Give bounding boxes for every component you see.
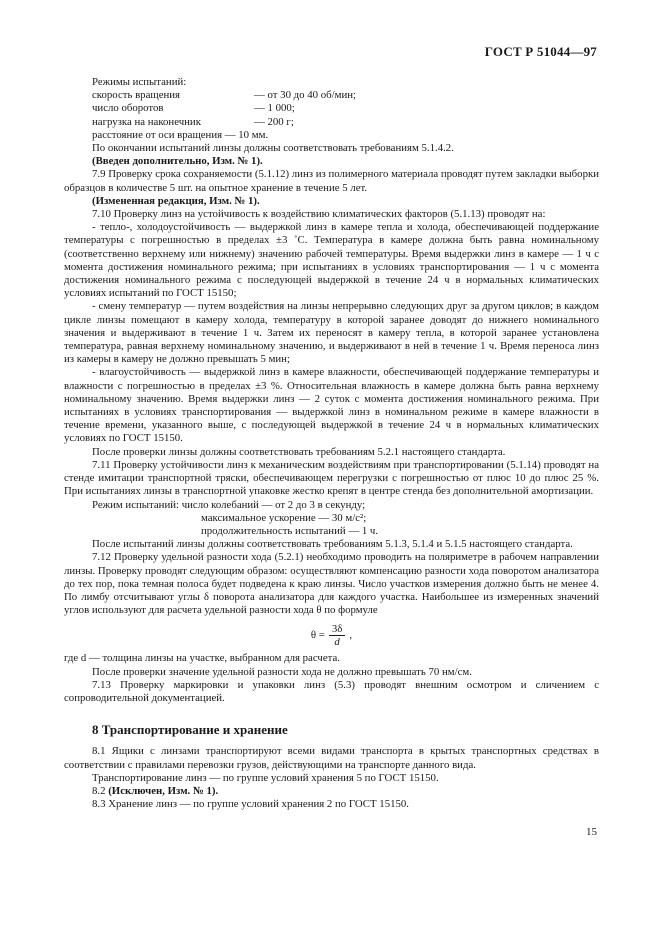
- mode-row: нагрузка на наконечник — 200 г;: [92, 115, 294, 128]
- mode-row: скорость вращения — от 30 до 40 об/мин;: [92, 89, 357, 102]
- paragraph-7-13: 7.13 Проверку маркировки и упаковки линз (5.3) проводят внешним осмотром и сличением с сопроводительной документацией.: [64, 678, 599, 704]
- paragraph-7-12: 7.12 Проверку удельной разности хода (5.2.1) необходимо проводить на поляриметре в рабочем направлении линзы. Проверку проводят следующим образом: осуществляют компенсацию разности хода поворотом анализатора до тех пор, пока темная полоса будет подведена к краю линзы. Число участков измерения должно быть не менее 4. По лимбу отсчитывают углы δ поворота анализатора для каждого участка. Наибольшее из измеренных значений углов используют для расчета удельной разности хода θ по формуле: [64, 551, 599, 617]
- formula-denominator: d: [334, 636, 340, 649]
- paragraph: После испытаний линзы должны соответствовать требованиям 5.1.3, 5.1.4 и 5.1.5 настоящего стандарта.: [92, 538, 573, 551]
- formula-lhs: θ =: [310, 629, 325, 642]
- mode2-line: продолжительность испытаний — 1 ч.: [201, 524, 379, 537]
- paragraph: После проверки значение удельной разности хода не должно превышать 70 нм/см.: [92, 665, 472, 678]
- paragraph: После проверки линзы должны соответствовать требованиям 5.2.1 настоящего стандарта.: [92, 445, 506, 458]
- formula-tail: ,: [349, 629, 353, 642]
- modes-list: [64, 89, 599, 142]
- mode-row: расстояние от оси вращения — 10 мм.: [92, 128, 269, 141]
- mode2-line: максимальное ускорение — 30 м/с²;: [201, 511, 367, 524]
- paragraph: По окончании испытаний линзы должны соответствовать требованиям 5.1.4.2.: [92, 142, 454, 155]
- section-heading: 8 Транспортирование и хранение: [92, 722, 288, 738]
- amendment-note: (Введен дополнительно, Изм. № 1).: [92, 155, 263, 168]
- formula: [64, 623, 599, 648]
- paragraph-7-9: 7.9 Проверку срока сохраняемости (5.1.12) линз из полимерного материала проводят путем закладки выборки образцов в количестве 5 шт. на опытное хранение в течение 5 лет.: [64, 168, 599, 194]
- paragraph-7-11: 7.11 Проверку устойчивости линз к механическим воздействиям при транспортировании (5.1.14) проводят на стенде имитации транспортной тряски, обеспечивающем перегрузки с погрешностью от плюс 10 до плюс 25 %. При испытаниях линзы в транспортной упаковке жестко крепят в центре стенда без дополнительной амортизации.: [64, 458, 599, 498]
- paragraph-7-10: 7.10 Проверку линз на устойчивость к воздействию климатических факторов (5.1.13) проводят на:: [92, 208, 546, 221]
- paragraph-8-1: 8.1 Ящики с линзами транспортируют всеми видами транспорта в крытых транспортных средствах в соответствии с правилами перевозки грузов, действующими на транспорте данного вида.: [64, 745, 599, 771]
- paragraph-8-3: 8.3 Хранение линз — по группе условий хранения 2 по ГОСТ 15150.: [92, 798, 409, 811]
- page-number: 15: [586, 826, 597, 838]
- paragraph-heat: - тепло-, холодоустойчивость — выдержкой линз в камере тепла и холода, обеспечивающей поддержание температуры с погрешностью в пределах ±3 ˚С. Температура в камере должна быть равна номинальному (соответственно верхнему или нижнему) значению рабочей температуры. Время выдержки линз в камере — 1 ч с момента достижения номинального режима; при испытаниях в условиях транспортирования — 1 ч с момента достижения номинального режима с последующей выдержкой в течение 24 ч в нормальных климатических условиях испытаний по ГОСТ 15150;: [64, 221, 599, 300]
- paragraph-8-2: 8.2 (Исключен, Изм. № 1).: [92, 784, 219, 797]
- mode2-line: Режим испытаний: число колебаний — от 2 до 3 в секунду;: [92, 498, 366, 511]
- document-body: [64, 76, 599, 811]
- mode-row: число оборотов — 1 000;: [92, 102, 295, 115]
- paragraph-where: где d — толщина линзы на участке, выбранном для расчета.: [64, 652, 340, 665]
- formula-numerator: 3δ: [329, 623, 346, 636]
- formula-fraction: [329, 623, 346, 648]
- modes-title: Режимы испытаний:: [92, 76, 187, 88]
- paragraph-temp: - смену температур — путем воздействия на линзы непрерывно следующих друг за другом циклов; в каждом цикле линзы помещают в камеру холода, температуру в которой заранее доводят до нижнего номинального значения и выдерживают в течение 1 ч. Затем их переносят в камеру тепла, в которой заранее установлена температура, равная верхнему номинальному значению, и выдерживают в ней в течение 1 ч. Время переноса линз из камеры в камеру не должно превышать 5 мин;: [64, 300, 599, 366]
- page-header: ГОСТ Р 51044—97: [484, 44, 597, 59]
- paragraph-humidity: - влагоустойчивость — выдержкой линз в камере влажности, обеспечивающей поддержание температуры и влажности с погрешностью в пределах ±3 %. Относительная влажность в камере должна быть равна верхнему номинальному значению. Время выдержки линз — 2 суток с момента достижения номинального режима. При испытаниях в условиях транспортирования — выдержкой линз в номинальном режиме в камере влажности в течение времени, указанного выше, с последующей выдержкой в течение 24 ч в нормальных климатических условиях по ГОСТ 15150.: [64, 366, 599, 445]
- paragraph: Транспортирование линз — по группе условий хранения 5 по ГОСТ 15150.: [92, 771, 439, 784]
- amendment-note: (Измененная редакция, Изм. № 1).: [92, 194, 260, 207]
